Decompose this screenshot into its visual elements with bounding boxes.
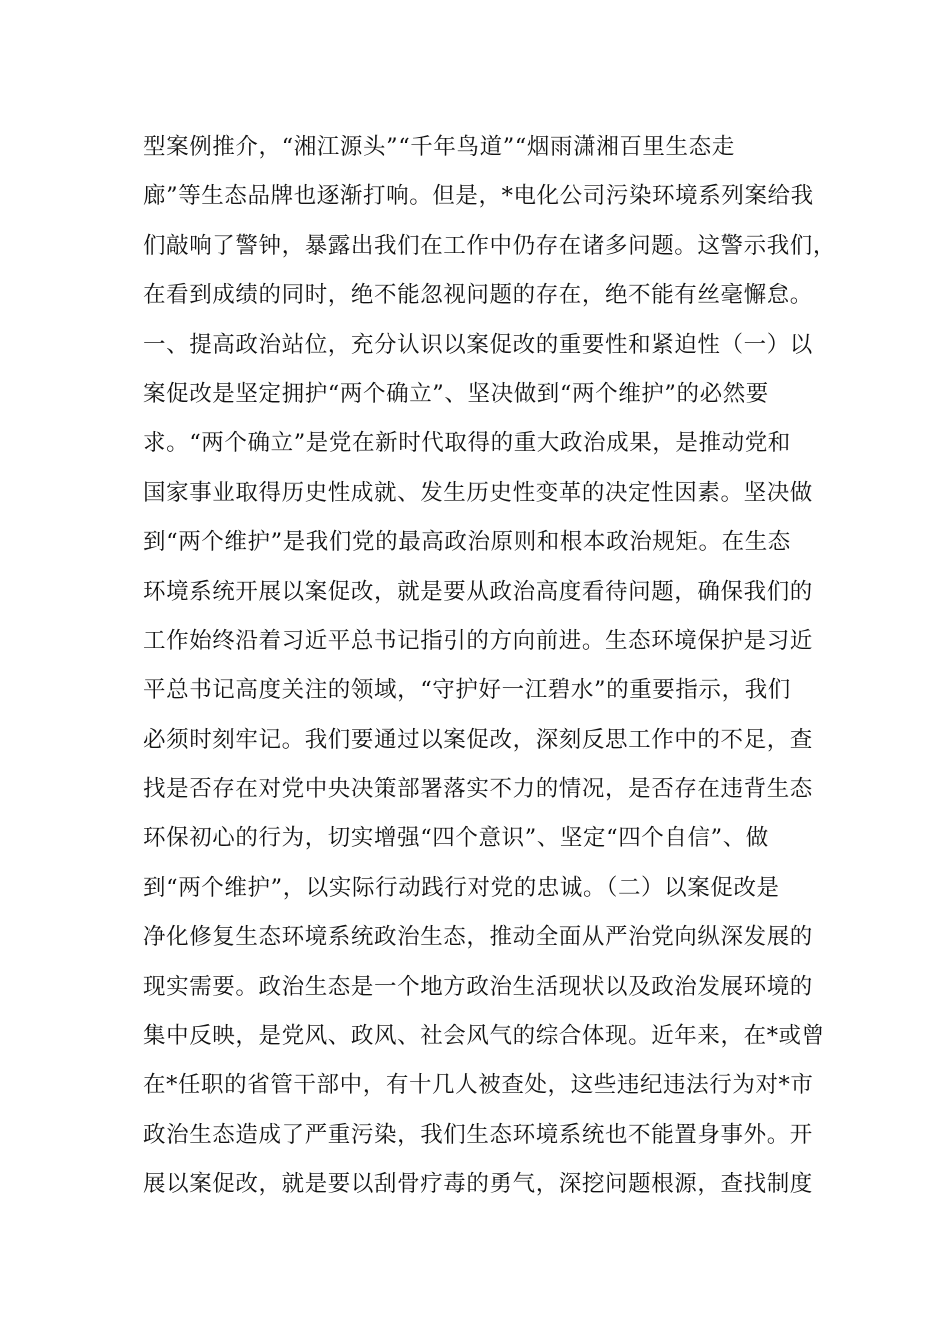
text-line: 环境系统开展以案促改，就是要从政治高度看待问题，确保我们的 [143,578,813,605]
text-line: 平总书记高度关注的领域，“守护好一江碧水”的重要指示，我们 [143,677,791,704]
text-line: 到“两个维护”是我们党的最高政治原则和根本政治规矩。在生态 [143,529,791,556]
body-text [143,123,837,1210]
text-line: 集中反映，是党风、政风、社会风气的综合体现。近年来，在*或曾 [143,1023,825,1050]
text-line: 现实需要。政治生态是一个地方政治生活现状以及政治发展环境的 [143,973,813,1000]
text-line: 到“两个维护”，以实际行动践行对党的忠诚。（二）以案促改是 [143,874,780,901]
text-line: 在看到成绩的同时，绝不能忽视问题的存在，绝不能有丝毫懈怠。 [143,282,813,309]
text-line: 们敲响了警钟，暴露出我们在工作中仍存在诸多问题。这警示我们， [143,232,837,259]
text-line: 廊”等生态品牌也逐渐打响。但是，*电化公司污染环境系列案给我 [143,183,814,210]
text-line: 在*任职的省管干部中，有十几人被查处，这些违纪违法行为对*市 [143,1072,814,1099]
text-line: 必须时刻牢记。我们要通过以案促改，深刻反思工作中的不足，查 [143,726,813,753]
text-line: 案促改是坚定拥护“两个确立”、坚决做到“两个维护”的必然要 [143,380,769,407]
text-line: 型案例推介，“湘江源头”“千年鸟道”“烟雨潇湘百里生态走 [143,134,735,160]
text-line: 找是否存在对党中央决策部署落实不力的情况，是否存在违背生态 [143,776,813,803]
text-line: 国家事业取得历史性成就、发生历史性变革的决定性因素。坚决做 [143,479,813,506]
text-line: 净化修复生态环境系统政治生态，推动全面从严治党向纵深发展的 [143,924,813,951]
text-line: 展以案促改，就是要以刮骨疗毒的勇气，深挖问题根源，查找制度 [143,1171,813,1198]
text-line: 求。“两个确立”是党在新时代取得的重大政治成果，是推动党和 [143,430,791,457]
text-line: 工作始终沿着习近平总书记指引的方向前进。生态环境保护是习近 [143,627,813,654]
text-line: 一、提高政治站位，充分认识以案促改的重要性和紧迫性（一）以 [143,331,813,358]
text-line: 政治生态造成了严重污染，我们生态环境系统也不能置身事外。开 [143,1121,813,1148]
text-line: 环保初心的行为，切实增强“四个意识”、坚定“四个自信”、做 [143,825,769,852]
